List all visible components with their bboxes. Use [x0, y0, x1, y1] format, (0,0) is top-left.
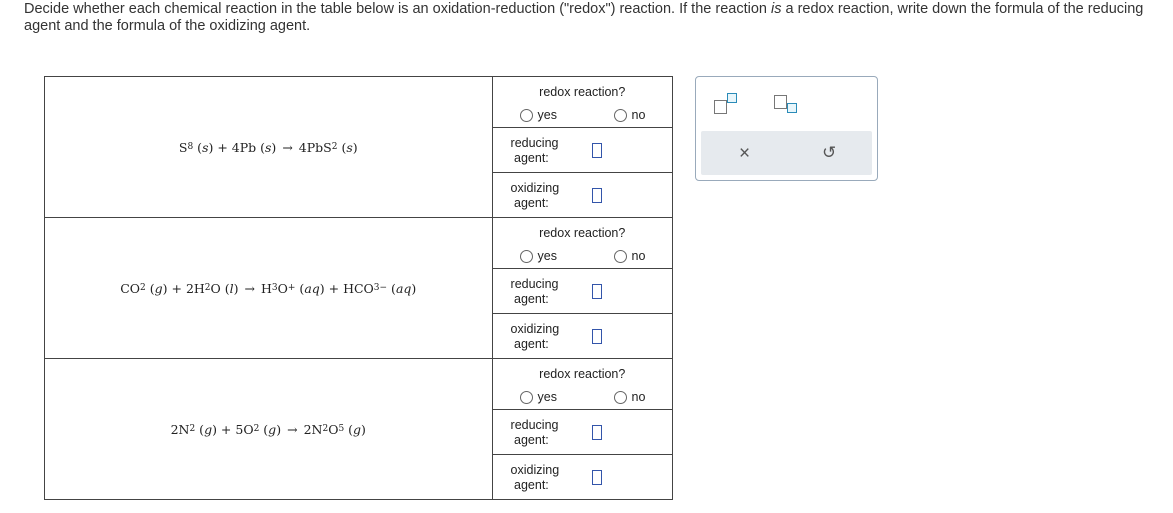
radio-circle-icon[interactable]	[614, 391, 627, 404]
reducing-agent-label: reducing agent:	[510, 136, 559, 165]
superscript-box-icon[interactable]	[714, 93, 740, 115]
reducing-agent-label: reducing agent:	[510, 277, 559, 306]
reducing-agent-label: reducing agent:	[510, 418, 559, 447]
radio-no-1[interactable]: no	[614, 108, 646, 122]
radio-yes-3[interactable]: yes	[520, 390, 557, 404]
redox-question	[493, 359, 672, 410]
radio-circle-icon[interactable]	[520, 109, 533, 122]
oxidizing-agent-label: oxidizing agent:	[510, 463, 560, 492]
radio-circle-icon[interactable]	[614, 250, 627, 263]
reducing-agent-input-2[interactable]	[592, 284, 602, 299]
superscript-slot-icon	[727, 93, 737, 103]
reducing-agent-input-1[interactable]	[592, 143, 602, 158]
reaction-1-answer	[492, 77, 672, 218]
oxidizing-agent-input-2[interactable]	[592, 329, 602, 344]
radio-circle-icon[interactable]	[520, 391, 533, 404]
reaction-2-answer	[492, 218, 672, 359]
reducing-agent-row	[493, 269, 672, 313]
reaction-1-cell	[45, 77, 493, 218]
table-row	[45, 77, 673, 218]
redox-question	[493, 77, 672, 128]
oxidizing-agent-label: oxidizing agent:	[510, 181, 560, 210]
reaction-2-cell	[45, 218, 493, 359]
reaction-3-answer	[492, 359, 672, 500]
oxidizing-agent-row	[493, 172, 672, 217]
radio-circle-icon[interactable]	[520, 250, 533, 263]
oxidizing-agent-label: oxidizing agent:	[510, 322, 560, 351]
oxidizing-agent-row	[493, 313, 672, 358]
reaction-table	[44, 76, 673, 500]
table-row	[45, 218, 673, 359]
radio-no-3[interactable]: no	[614, 390, 646, 404]
radio-circle-icon[interactable]	[614, 109, 627, 122]
table-row	[45, 359, 673, 500]
undo-icon[interactable]: ↺	[822, 143, 837, 162]
oxidizing-agent-input-3[interactable]	[592, 470, 602, 485]
toolbar-button-row	[701, 131, 872, 175]
reaction-3-equation: 2N 2 ( g ) + 5O 2 ( g ) → 2N 2 O 5 ( g )	[170, 421, 366, 437]
radio-yes-1[interactable]: yes	[520, 108, 557, 122]
radio-yes-2[interactable]: yes	[520, 249, 557, 263]
formula-toolbar	[695, 76, 878, 181]
subscript-slot-icon	[787, 103, 797, 113]
reaction-1-equation: S 8 ( s ) + 4Pb ( s ) → 4PbS 2 ( s )	[178, 139, 358, 155]
reducing-agent-row	[493, 410, 672, 454]
reducing-agent-row	[493, 128, 672, 172]
reducing-agent-input-3[interactable]	[592, 425, 602, 440]
reaction-3-cell	[45, 359, 493, 500]
radio-no-2[interactable]: no	[614, 249, 646, 263]
close-icon[interactable]: ×	[739, 143, 751, 164]
oxidizing-agent-input-1[interactable]	[592, 188, 602, 203]
instructions: Decide whether each chemical reaction in the table below is an oxidation-reduction ("redox") reaction. If the reaction is a redox reaction, write down the formula of the reducing agent and the formula of the oxidizing agent.	[24, 1, 1144, 34]
base-box-icon	[714, 100, 727, 114]
redox-question-label: redox reaction?	[539, 85, 626, 99]
redox-question-label: redox reaction?	[539, 226, 626, 240]
redox-question-label: redox reaction?	[539, 367, 626, 381]
subscript-box-icon[interactable]	[774, 93, 800, 115]
reaction-2-equation: CO 2 ( g ) + 2H 2 O ( l ) → H 3 O + ( aq ) + HCO 3 − ( aq )	[120, 280, 417, 296]
oxidizing-agent-row	[493, 454, 672, 499]
base-box-icon	[774, 95, 787, 109]
redox-question	[493, 218, 672, 269]
